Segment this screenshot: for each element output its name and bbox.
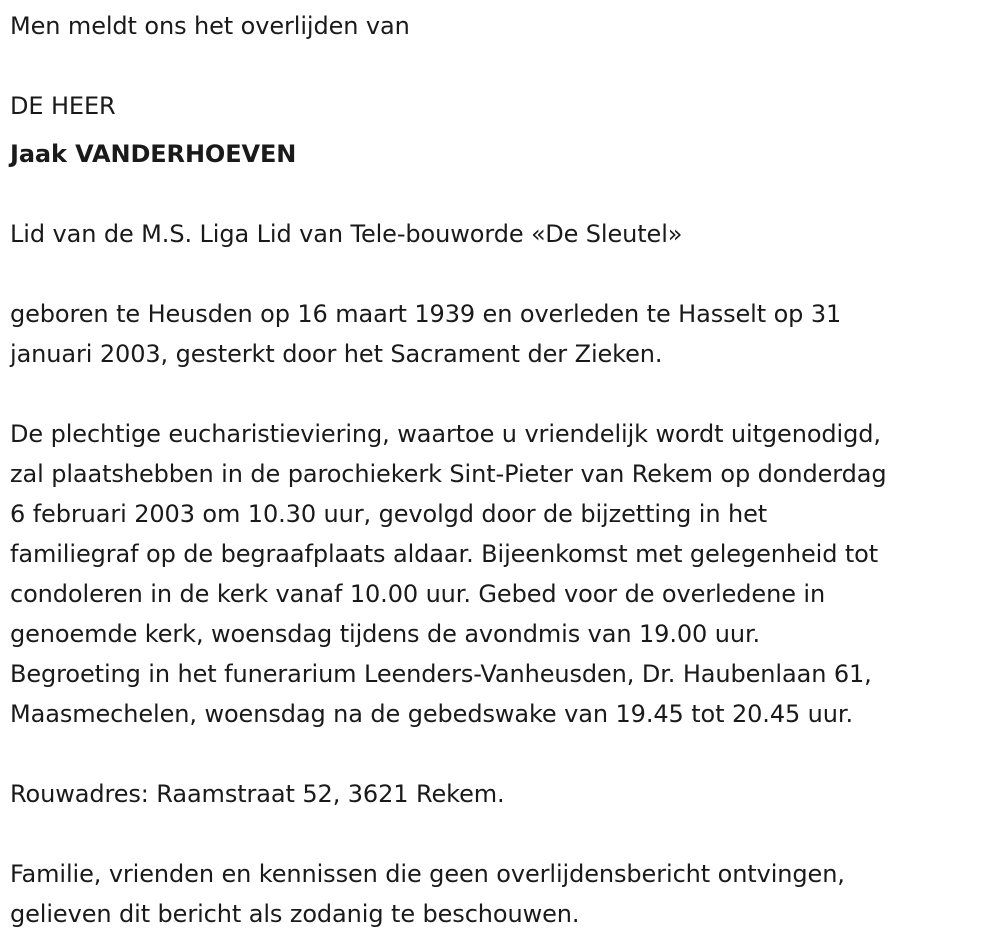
paragraph-line: condoleren in de kerk vanaf 10.00 uur. Gebed voor de overledene in xyxy=(10,580,826,608)
membership-line: Lid van de M.S. Liga Lid van Tele-bouworde «De Sleutel» xyxy=(10,220,683,248)
paragraph-line: zal plaatshebben in de parochiekerk Sint-Pieter van Rekem op donderdag xyxy=(10,460,887,488)
spacer xyxy=(10,46,995,86)
paragraph-line: gelieven dit bericht als zodanig te beschouwen. xyxy=(10,900,580,928)
spacer xyxy=(10,374,995,414)
paragraph-line: geboren te Heusden op 16 maart 1939 en overleden te Hasselt op 31 xyxy=(10,300,842,328)
paragraph-line: De plechtige eucharistieviering, waartoe u vriendelijk wordt uitgenodigd, xyxy=(10,420,881,448)
intro-line: Men meldt ons het overlijden van xyxy=(10,12,410,40)
closing-paragraph xyxy=(10,854,995,934)
spacer xyxy=(10,254,995,294)
spacer xyxy=(10,126,995,134)
honorific: DE HEER xyxy=(10,92,116,120)
spacer xyxy=(10,814,995,854)
paragraph-line: Familie, vrienden en kennissen die geen overlijdensbericht ontvingen, xyxy=(10,860,845,888)
deceased-name: Jaak VANDERHOEVEN xyxy=(10,140,297,168)
paragraph-line: januari 2003, gesterkt door het Sacrament der Zieken. xyxy=(10,340,663,368)
paragraph-line: Maasmechelen, woensdag na de gebedswake van 19.45 tot 20.45 uur. xyxy=(10,700,853,728)
birth-death-paragraph xyxy=(10,294,995,374)
paragraph-line: Begroeting in het funerarium Leenders-Vanheusden, Dr. Haubenlaan 61, xyxy=(10,660,872,688)
paragraph-line: 6 februari 2003 om 10.30 uur, gevolgd door de bijzetting in het xyxy=(10,500,768,528)
mourning-address: Rouwadres: Raamstraat 52, 3621 Rekem. xyxy=(10,780,505,808)
paragraph-line: genoemde kerk, woensdag tijdens de avondmis van 19.00 uur. xyxy=(10,620,761,648)
paragraph-line: familiegraf op de begraafplaats aldaar. Bijeenkomst met gelegenheid tot xyxy=(10,540,879,568)
spacer xyxy=(10,734,995,774)
death-notice xyxy=(10,6,995,934)
ceremony-paragraph xyxy=(10,414,995,734)
spacer xyxy=(10,174,995,214)
